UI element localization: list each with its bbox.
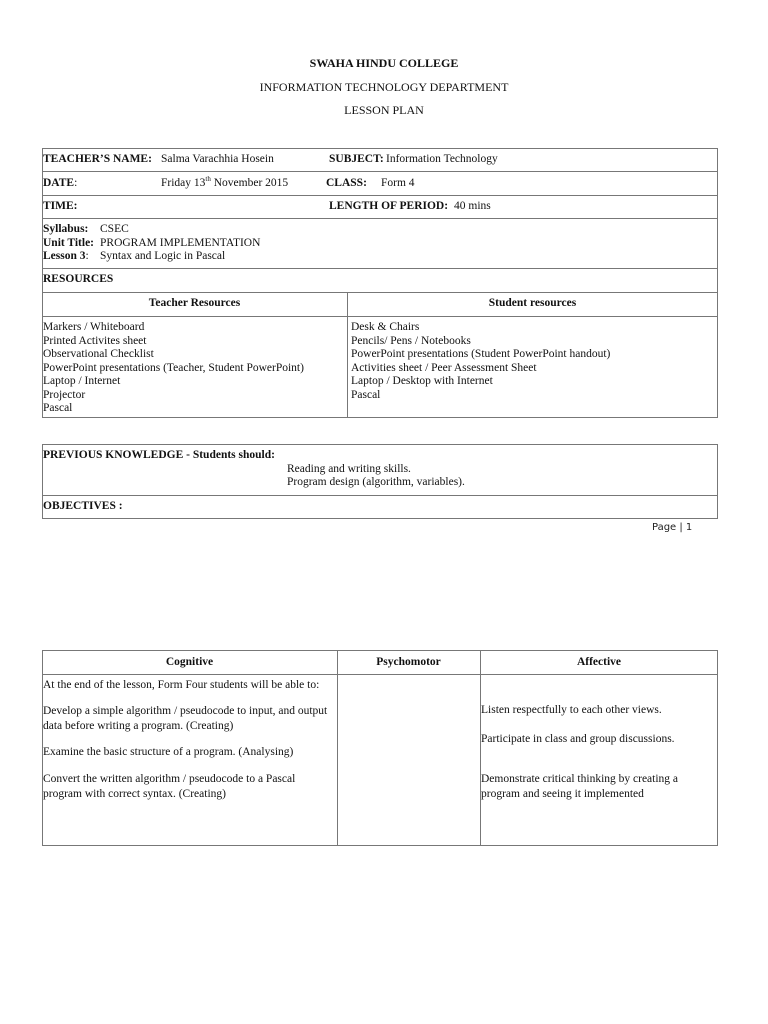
length-of-period-label: LENGTH OF PERIOD: [329,200,449,212]
list-item: Pencils/ Pens / Notebooks [351,334,471,347]
length-of-period-value: 40 mins [454,200,491,212]
previous-knowledge-item: Reading and writing skills. [287,463,411,475]
page-number: Page | 1 [652,522,693,533]
teacher-name-value: Salma Varachhia Hosein [161,153,274,165]
objectives-heading: OBJECTIVES : [43,500,123,512]
cognitive-item: Convert the written algorithm / pseudocode to a Pascal [43,773,296,785]
department-name: INFORMATION TECHNOLOGY DEPARTMENT [259,80,509,94]
list-item: Laptop / Internet [43,375,121,387]
class-label: CLASS: [326,177,367,189]
unit-title-value: PROGRAM IMPLEMENTATION [100,237,261,249]
list-item: Pascal [43,402,73,414]
class-value: Form 4 [381,177,415,189]
subject-value: Information Technology [386,153,498,165]
lesson-label: Lesson 3: [43,250,89,262]
college-name: SWAHA HINDU COLLEGE [309,56,459,70]
list-item: Projector [43,388,86,401]
affective-item: Demonstrate critical thinking by creating a [481,773,679,785]
list-item: Observational Checklist [43,348,154,360]
date-value: Friday 13th November 2015 [161,175,289,189]
list-item: Pascal [351,388,381,401]
subject-label: SUBJECT: [329,153,384,165]
psychomotor-heading: Psychomotor [376,656,441,668]
student-resources-heading: Student resources [488,297,577,309]
unit-title-label: Unit Title: [43,237,95,249]
teacher-name-label: TEACHER’S NAME: [43,153,152,165]
cognitive-item: program with correct syntax. (Creating) [43,788,226,800]
list-item: Activities sheet / Peer Assessment Sheet [351,361,537,374]
previous-knowledge-heading: PREVIOUS KNOWLEDGE - Students should: [43,449,275,461]
cognitive-item: At the end of the lesson, Form Four students will be able to: [43,679,320,691]
date-label: DATE: [43,177,78,189]
cognitive-heading: Cognitive [165,656,214,668]
syllabus-value: CSEC [100,223,129,235]
list-item: PowerPoint presentations (Student PowerPoint handout) [351,348,611,360]
cognitive-item: Examine the basic structure of a program. (Analysing) [43,746,294,758]
affective-item: Participate in class and group discussions. [481,733,675,745]
time-label: TIME: [43,200,78,212]
list-item: Printed Activites sheet [43,334,147,347]
resources-heading: RESOURCES [43,273,114,285]
cognitive-item: Develop a simple algorithm / pseudocode to input, and output [43,705,328,717]
list-item: Desk & Chairs [351,321,420,333]
syllabus-label: Syllabus: [43,223,89,235]
affective-item: program and seeing it implemented [481,788,644,800]
cognitive-item: data before writing a program. (Creating) [43,720,234,732]
previous-knowledge-item: Program design (algorithm, variables). [287,476,465,488]
teacher-resources-heading: Teacher Resources [148,297,241,309]
affective-item: Listen respectfully to each other views. [481,704,662,716]
list-item: Laptop / Desktop with Internet [351,375,493,387]
affective-heading: Affective [576,656,622,668]
lesson-value: Syntax and Logic in Pascal [100,250,226,262]
teacher-resources-list [43,321,304,416]
list-item: Markers / Whiteboard [43,321,145,333]
student-resources-list [351,321,610,402]
list-item: PowerPoint presentations (Teacher, Student PowerPoint) [43,361,304,374]
document-type: LESSON PLAN [344,103,424,117]
